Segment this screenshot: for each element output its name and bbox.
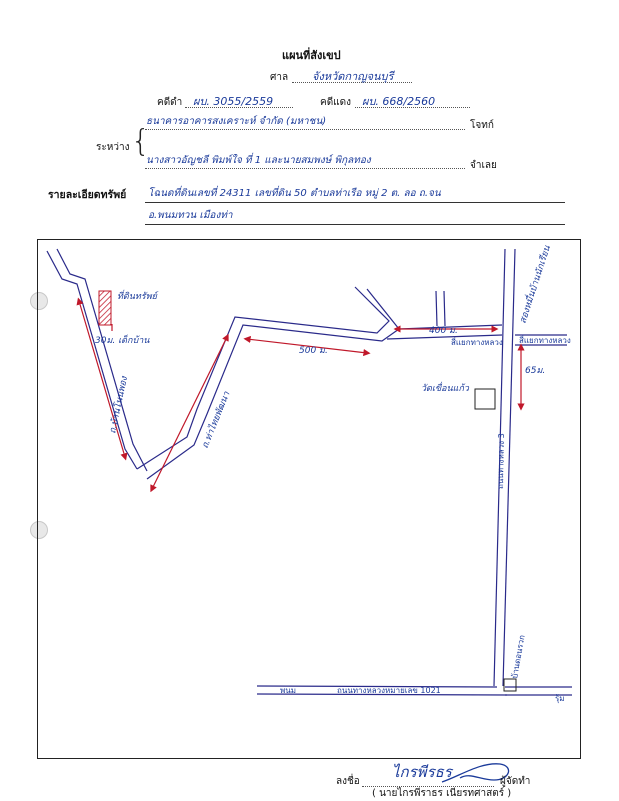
plaintiff-value: ธนาคารอาคารสงเคราะห์ จำกัด (มหาชน) bbox=[146, 116, 327, 127]
road-middle-label: ถ.ท่าไทยพัฒนา bbox=[200, 390, 233, 451]
defendant-label: จำเลย bbox=[470, 160, 497, 171]
plaintiff-label: โจทก์ bbox=[470, 120, 494, 131]
dist-500m-label: 500 ม. bbox=[299, 346, 328, 356]
signer-name: ( นายไกรพีราธร เนียรทศาสตร์ ) bbox=[372, 788, 512, 799]
page-title: แผนที่สังเขป bbox=[282, 49, 341, 62]
red-case-label: คดีแดง bbox=[320, 97, 352, 108]
dist-65m-label: 65ม. bbox=[525, 366, 546, 376]
bottom-right-place-label: รุ้ม bbox=[555, 694, 565, 703]
plaintiff-dotline bbox=[145, 129, 465, 130]
sign-label: ลงชื่อ bbox=[336, 776, 360, 787]
defendant-dotline bbox=[145, 168, 465, 169]
property-value-line2: อ.พนมทวน เมืองท่า bbox=[148, 210, 233, 221]
court-value: จังหวัดกาญจนบุรี bbox=[312, 70, 394, 83]
property-value-line1: โฉนดที่ดินเลขที่ 24311 เลขที่ดิน 50 ตำบลท่าเรือ หมู่ 2 ต. ลอ ถ.จน bbox=[148, 188, 441, 199]
signature: ไกรพีรธร bbox=[392, 763, 452, 781]
between-label: ระหว่าง bbox=[96, 142, 130, 153]
sketch-map bbox=[37, 239, 581, 759]
top-right-label: สองหมื่นบ้านนักเรียน bbox=[518, 244, 553, 325]
red-case-value: ผบ. 668/2560 bbox=[362, 95, 436, 108]
bottom-left-place-label: พนม bbox=[280, 686, 297, 695]
dist-30m-label: 30ม. เด็กบ้าน bbox=[95, 336, 150, 346]
property-plot bbox=[99, 291, 111, 325]
property-line2 bbox=[145, 224, 565, 225]
temple-label: วัดเขื่อนแก้ว bbox=[421, 384, 469, 394]
highway-vertical-label: ถนนทางหลวง 3 bbox=[496, 433, 506, 490]
junction-left-label: สี่แยกทางหลวง bbox=[451, 338, 503, 347]
black-case-value: ผบ. 3055/2559 bbox=[193, 95, 274, 108]
road-left-label: ถ.บ้านโนนพอง bbox=[108, 375, 131, 435]
property-line1 bbox=[145, 202, 565, 203]
defendant-value: นางสาวอัญชลี พิมพ์ใจ ที่ 1 และนายสมพงษ์ พิกุลทอง bbox=[146, 155, 371, 166]
plot-label: ที่ดินทรัพย์ bbox=[117, 292, 157, 302]
dist-400m-label: 400 ม. bbox=[429, 326, 458, 336]
bottom-right-corner-label: บ้านดอนรวก bbox=[510, 634, 527, 680]
corner-box bbox=[504, 679, 516, 691]
property-label: รายละเอียดทรัพย์ bbox=[48, 189, 127, 201]
between-brace: { bbox=[131, 124, 151, 159]
temple-box bbox=[475, 389, 495, 409]
junction-right-label: สี่แยกทางหลวง bbox=[519, 336, 571, 345]
highway-bottom-label: ถนนทางหลวงหมายเลข 1021 bbox=[337, 686, 441, 695]
court-label: ศาล bbox=[270, 72, 289, 83]
black-case-label: คดีดำ bbox=[157, 97, 183, 108]
middle-road bbox=[137, 287, 502, 479]
role-label: ผู้จัดทำ bbox=[500, 776, 531, 787]
